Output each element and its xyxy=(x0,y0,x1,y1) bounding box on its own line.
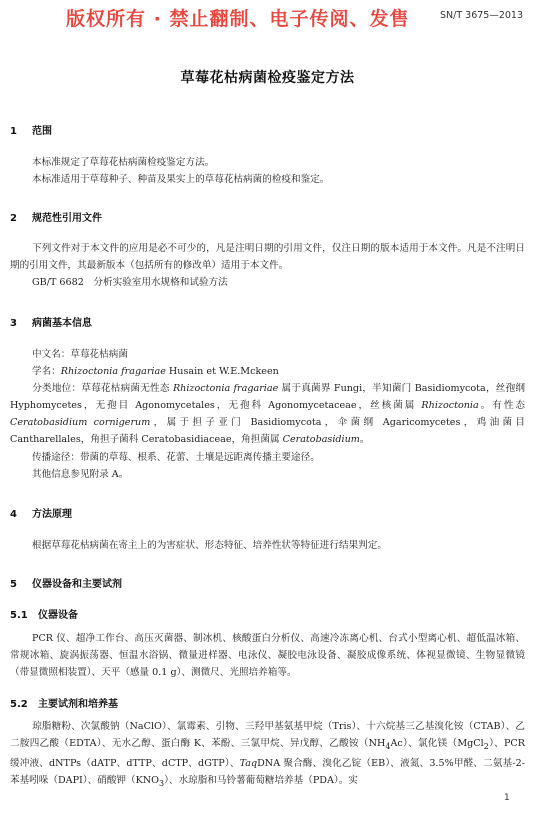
section-title: 范围 xyxy=(32,126,52,137)
paragraph-text: 本标准适用于草莓种子、种苗及果实上的草莓花枯病菌的检疫和鉴定。 xyxy=(32,174,330,185)
section-5-1-heading xyxy=(10,606,78,621)
scientific-name: Rhizoctonia fragariae xyxy=(60,366,166,377)
section-number: 5.2 xyxy=(10,699,28,710)
section-number: 5.1 xyxy=(10,610,28,621)
subscript: 4 xyxy=(385,741,391,751)
section-title: 主要试剂和培养基 xyxy=(38,699,118,710)
section-number: 1 xyxy=(10,126,17,137)
section-title: 方法原理 xyxy=(32,509,72,520)
text-run: 。 xyxy=(359,434,370,445)
paragraph-text: 中文名：草莓花枯病菌 xyxy=(32,349,128,360)
text-run: ）、PCR 缓冲液、dNTPs（dATP、dTTP、dCTP、dGTP）、 xyxy=(10,738,525,769)
text-run: 分类地位：草莓花枯病菌无性态 xyxy=(32,383,173,394)
section-3-chinese-name xyxy=(10,346,525,363)
paragraph-text: 传播途径：带菌的草莓、根系、花蕾、土壤是远距离传播主要途径。 xyxy=(32,452,320,463)
section-title: 仪器设备 xyxy=(38,610,78,621)
text-run: Ac）、氯化镁（MgCl xyxy=(390,738,484,749)
section-number: 3 xyxy=(10,318,17,329)
paragraph-text: PCR 仪、超净工作台、高压灭菌器、制冰机、核酸蛋白分析仪、高速冷冻离心机、台式小型离心机、超低温冰箱、常规冰箱、旋涡振荡器、恒温水浴锅、微量进样器、电泳仪、凝胶电泳设备、凝胶成像系统、体视显微镜、生物显微镜（带显微照相装置）、天平（感量 0.1 g）、测微尺、光照培养箱等。 xyxy=(10,633,525,678)
paragraph-text: 根据草莓花枯病菌在寄主上的为害症状、形态特征、培养性状等特征进行结果判定。 xyxy=(32,540,387,551)
section-number: 2 xyxy=(10,213,17,224)
italic-text-run: Taq xyxy=(239,757,258,769)
section-1-paragraph-1 xyxy=(10,154,525,171)
paragraph-text: 其他信息参见附录 A。 xyxy=(32,469,129,480)
section-2-heading xyxy=(10,209,102,224)
document-title: 草莓花枯病菌检疫鉴定方法 xyxy=(180,70,355,86)
copyright-watermark: 版权所有 · 禁止翻制、电子传阅、发售 xyxy=(66,8,410,30)
text-run: 。有性态 xyxy=(478,400,526,411)
section-3-other xyxy=(10,466,525,483)
text-run: 琼脂糖粉、次氯酸钠（NaClO）、氯霉素、引物、三羟甲基氨基甲烷（Tris）、十六烷基三乙基溴化铵（CTAB）、乙二胺四乙酸（EDTA）、无水乙醇、蛋白酶 K、苯酚、三氯甲烷、异戊醇、乙酸铵（NH xyxy=(10,721,525,749)
text-run: DNA 聚合酶、溴化乙锭（EB）、液氮、3.5%甲醛、二氨基-2-苯基吲哚（DAPI）、硝酸钾（KNO xyxy=(10,757,525,786)
section-2-reference xyxy=(10,274,525,291)
section-title: 仪器设备和主要试剂 xyxy=(32,579,122,590)
paragraph-text: 下列文件对于本文件的应用是必不可少的，凡是注明日期的引用文件，仅注日期的版本适用于本文件。凡是不注明日期的引用文件，其最新版本（包括所有的修改单）适用于本文件。 xyxy=(10,243,525,271)
text-run: ）、水琼脂和马铃薯葡萄糖培养基（PDA）。实 xyxy=(164,774,358,786)
section-4-paragraph-1 xyxy=(10,537,525,554)
section-5-2-paragraph xyxy=(10,718,525,792)
section-1-heading xyxy=(10,122,52,137)
section-5-1-paragraph xyxy=(10,630,525,681)
subscript: 3 xyxy=(159,778,165,788)
section-2-paragraph-1 xyxy=(10,240,525,274)
italic-text-run: Ceratobasidium xyxy=(282,434,360,445)
section-3-scientific-name xyxy=(10,363,525,380)
standard-number: SN/T 3675—2013 xyxy=(440,10,524,21)
section-3-taxonomy xyxy=(10,380,525,448)
subscript: 2 xyxy=(483,741,489,751)
section-1-paragraph-2 xyxy=(10,171,525,188)
section-number: 5 xyxy=(10,579,17,590)
section-3-heading xyxy=(10,314,92,329)
page-number: 1 xyxy=(504,793,510,803)
section-3-spread xyxy=(10,449,525,466)
italic-text-run: Rhizoctonia xyxy=(421,400,479,411)
text-run: ，属于担子亚门 Basidiomycota，伞菌纲 Agaricomycetes，鸡油菌目 Cantharellales，角担子菌科 Ceratobasidiaceae，角担菌属 xyxy=(10,417,525,445)
italic-text-run: Rhizoctonia fragariae xyxy=(172,383,279,394)
author-text: Husain et W.E.Mckeen xyxy=(165,366,279,377)
section-number: 4 xyxy=(10,509,17,520)
section-5-heading xyxy=(10,575,122,590)
section-title: 病菌基本信息 xyxy=(32,318,92,329)
paragraph-text: 本标准规定了草莓花枯病菌检疫鉴定方法。 xyxy=(32,157,215,168)
label-text: 学名： xyxy=(32,366,61,377)
section-title: 规范性引用文件 xyxy=(32,213,102,224)
text-run: 属于真菌界 Fungi，半知菌门 Basidiomycota，丝孢纲 Hyphomycetes，无孢目 Agonomycetales，无孢科 Agonomycetaceae，丝核菌属 xyxy=(10,383,525,411)
italic-text-run: Ceratobasidium cornigerum xyxy=(10,417,151,428)
section-5-2-heading xyxy=(10,695,118,710)
reference-text: GB/T 6682 分析实验室用水规格和试验方法 xyxy=(32,277,228,288)
section-4-heading xyxy=(10,505,72,520)
